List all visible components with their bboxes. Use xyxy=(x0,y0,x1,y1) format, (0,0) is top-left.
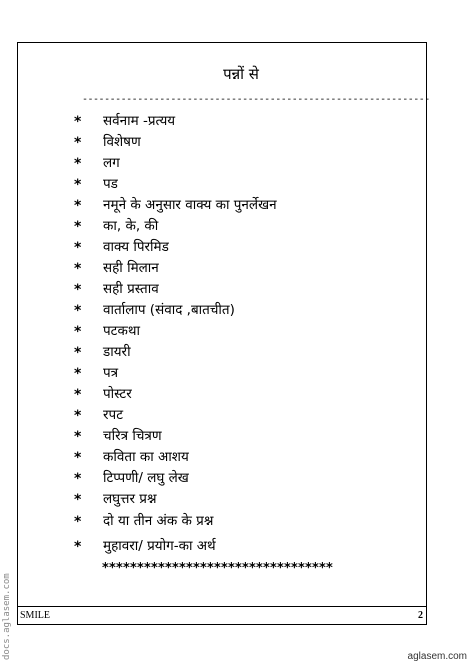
bullet-icon: * xyxy=(74,240,82,256)
list-item xyxy=(0,153,420,175)
topic-label: वाक्य पिरमिड xyxy=(103,239,169,255)
list-item xyxy=(0,405,420,427)
bullet-icon: * xyxy=(74,387,82,403)
list-item xyxy=(0,237,420,259)
topic-label: चरित्र चित्रण xyxy=(103,428,162,444)
bullet-icon: * xyxy=(74,219,82,235)
bullet-icon: * xyxy=(74,114,82,130)
page-number: 2 xyxy=(418,610,423,621)
list-item xyxy=(0,447,420,469)
bullet-icon: * xyxy=(74,282,82,298)
side-watermark-text: docs.aglasem.com xyxy=(2,573,12,660)
list-item xyxy=(0,195,420,217)
topic-label: कविता का आशय xyxy=(103,449,189,465)
list-item xyxy=(0,216,420,238)
side-watermark xyxy=(2,560,16,670)
bullet-icon: * xyxy=(74,471,82,487)
page-title: पन्नों से xyxy=(223,65,259,83)
bullet-icon: * xyxy=(74,408,82,424)
topic-label: सर्वनाम -प्रत्यय xyxy=(103,113,176,129)
topic-label: पत्र xyxy=(103,365,119,381)
list-item xyxy=(0,258,420,280)
list-item xyxy=(0,300,420,322)
bullet-icon: * xyxy=(74,492,82,508)
bullet-icon: * xyxy=(74,366,82,382)
topic-label: डायरी xyxy=(103,344,131,360)
topic-label: का, के, की xyxy=(103,218,159,234)
topic-label: पोस्टर xyxy=(103,386,132,402)
list-item xyxy=(0,111,420,133)
bullet-icon: * xyxy=(74,345,82,361)
list-item xyxy=(0,536,420,558)
topic-label: नमूने के अनुसार वाक्य का पुनर्लेखन xyxy=(103,197,277,213)
topic-label: पटकथा xyxy=(103,323,140,339)
bullet-icon: * xyxy=(74,429,82,445)
list-item xyxy=(0,279,420,301)
star-separator: ********************************* xyxy=(102,561,333,576)
bullet-icon: * xyxy=(74,514,82,530)
bullet-icon: * xyxy=(74,156,82,172)
topic-label: सही प्रस्ताव xyxy=(103,281,159,297)
bullet-icon: * xyxy=(74,324,82,340)
list-item xyxy=(0,174,420,196)
topic-label: लग xyxy=(103,155,120,171)
list-item xyxy=(0,342,420,364)
dashed-separator: --------------------------------------------------------------- xyxy=(82,94,430,105)
topic-label: मुहावरा/ प्रयोग-का अर्थ xyxy=(103,538,216,554)
bullet-icon: * xyxy=(74,539,82,555)
list-item xyxy=(0,511,420,533)
topic-label: पड xyxy=(103,176,118,192)
bullet-icon: * xyxy=(74,135,82,151)
topic-label: दो या तीन अंक के प्रश्न xyxy=(103,513,214,529)
bullet-icon: * xyxy=(74,261,82,277)
topic-label: लघुत्तर प्रश्न xyxy=(103,491,157,507)
topic-label: वार्तालाप (संवाद ,बातचीत) xyxy=(103,302,235,318)
list-item xyxy=(0,363,420,385)
list-item xyxy=(0,321,420,343)
bullet-icon: * xyxy=(74,450,82,466)
topic-label: सही मिलान xyxy=(103,260,159,276)
list-item xyxy=(0,384,420,406)
bullet-icon: * xyxy=(74,177,82,193)
list-item xyxy=(0,468,420,490)
bullet-icon: * xyxy=(74,198,82,214)
topic-label: विशेषण xyxy=(103,134,141,150)
bullet-icon: * xyxy=(74,303,82,319)
brand-link[interactable]: aglasem.com xyxy=(407,651,467,662)
list-item xyxy=(0,426,420,448)
list-item xyxy=(0,489,420,511)
list-item xyxy=(0,132,420,154)
footer-label: SMILE xyxy=(20,610,50,621)
topic-label: रपट xyxy=(103,407,123,423)
topic-label: टिप्पणी/ लघु लेख xyxy=(103,470,189,486)
page-footer xyxy=(17,606,427,625)
